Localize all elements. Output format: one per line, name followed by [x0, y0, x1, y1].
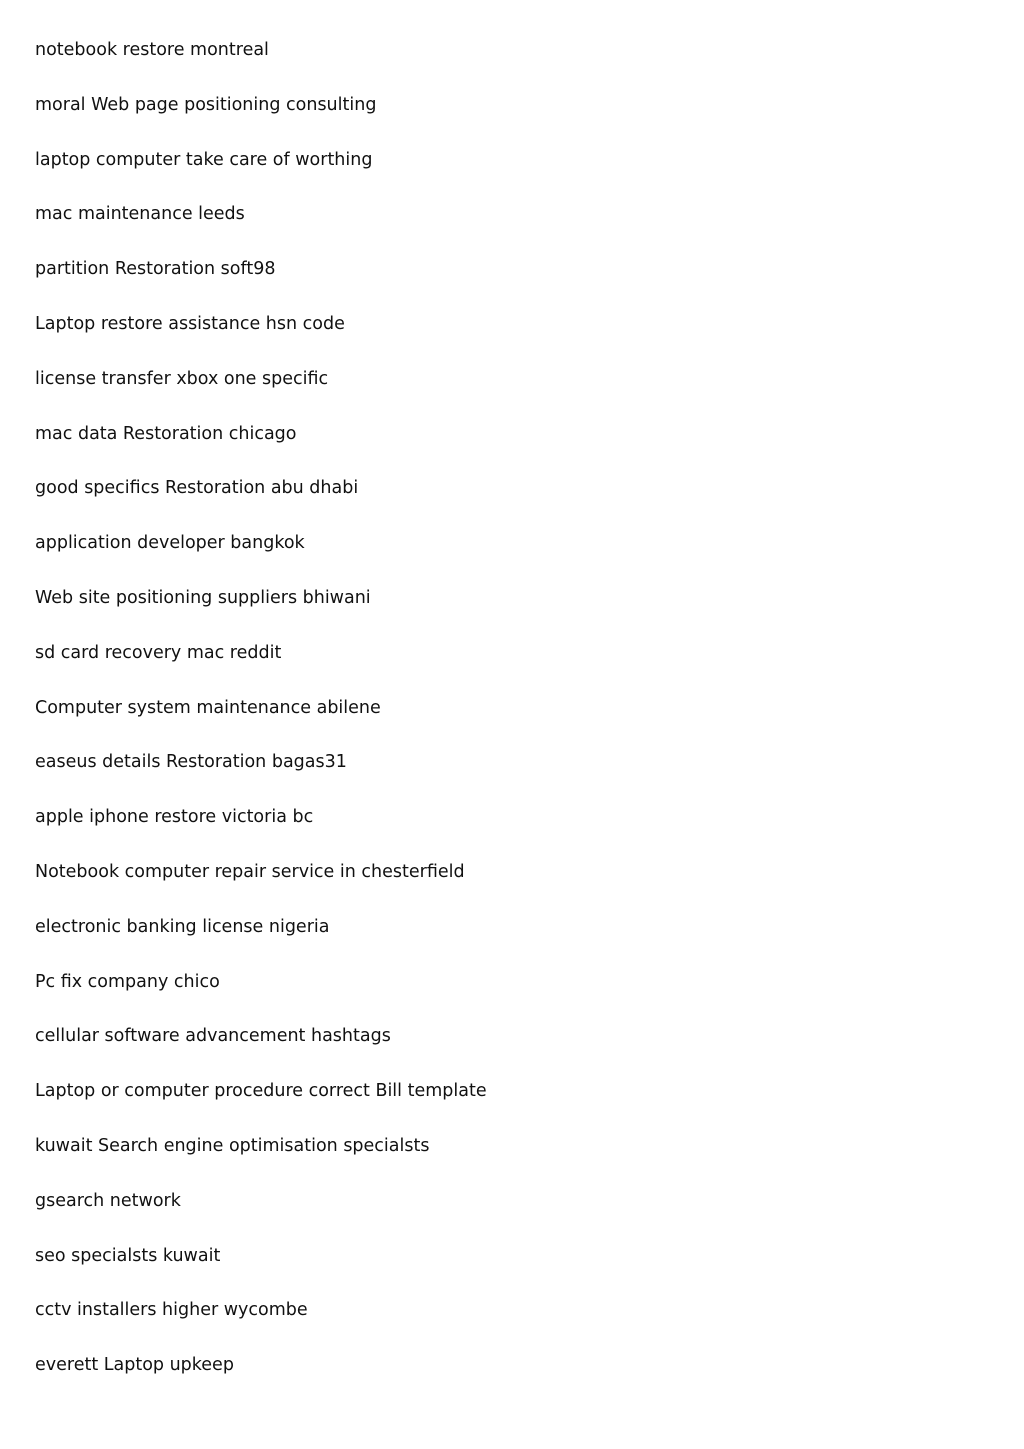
- document-body: [35, 36, 989, 1406]
- text-line: mac data Restoration chicago: [35, 423, 297, 444]
- text-line: Pc fix company chico: [35, 971, 220, 992]
- text-line: apple iphone restore victoria bc: [35, 807, 314, 828]
- text-line: electronic banking license nigeria: [35, 916, 330, 937]
- text-line: application developer bangkok: [35, 533, 305, 554]
- text-line: license transfer xbox one specific: [35, 368, 329, 389]
- text-line: everett Laptop upkeep: [35, 1355, 234, 1376]
- text-line: seo specialsts kuwait: [35, 1245, 221, 1266]
- text-line: Laptop restore assistance hsn code: [35, 313, 345, 334]
- text-line: laptop computer take care of worthing: [35, 149, 373, 170]
- text-line: notebook restore montreal: [35, 40, 269, 60]
- text-line: sd card recovery mac reddit: [35, 642, 282, 663]
- text-line: cctv installers higher wycombe: [35, 1300, 308, 1321]
- text-line: Notebook computer repair service in chesterfield: [35, 861, 465, 882]
- text-line: gsearch network: [35, 1190, 181, 1211]
- text-line: Laptop or computer procedure correct Bill template: [35, 1081, 487, 1102]
- text-line: Computer system maintenance abilene: [35, 697, 381, 718]
- text-line: easeus details Restoration bagas31: [35, 752, 347, 773]
- text-line: cellular software advancement hashtags: [35, 1026, 391, 1047]
- text-line: partition Restoration soft98: [35, 259, 276, 280]
- text-line: moral Web page positioning consulting: [35, 94, 377, 115]
- text-line: mac maintenance leeds: [35, 204, 245, 225]
- text-line: kuwait Search engine optimisation specialsts: [35, 1135, 430, 1156]
- text-line: Web site positioning suppliers bhiwani: [35, 587, 371, 608]
- text-line: good specifics Restoration abu dhabi: [35, 478, 359, 499]
